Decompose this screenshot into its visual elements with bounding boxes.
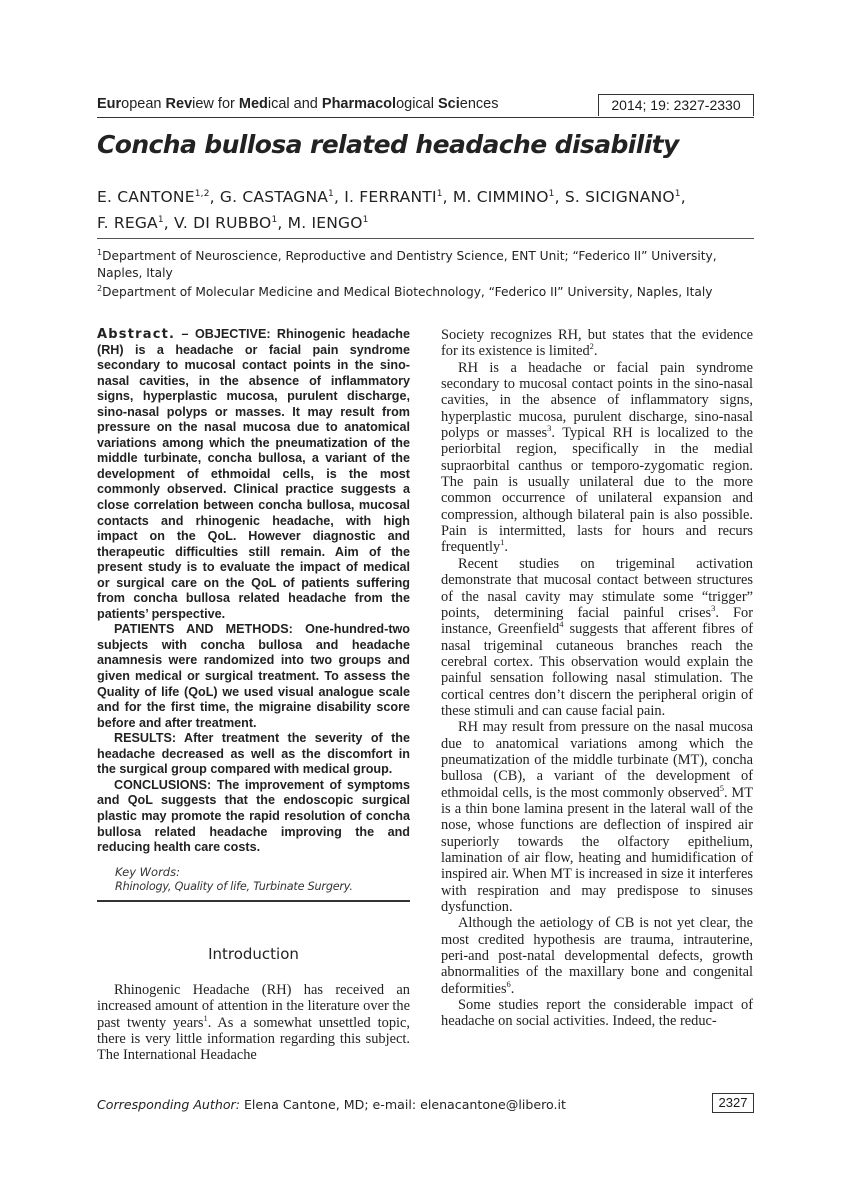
- journal-name-part: Med: [238, 96, 268, 112]
- journal-name-part: Eur: [97, 96, 122, 112]
- article-title: Concha bullosa related headache disability: [97, 130, 679, 159]
- corresponding-author-label: Corresponding Author:: [97, 1097, 240, 1112]
- right-column-body: [441, 327, 753, 1030]
- journal-name-part: Sci: [437, 96, 460, 112]
- header-rule: [97, 117, 754, 118]
- journal-name-part: ical and: [267, 96, 322, 112]
- abstract-text: One-hundred-two subjects with concha bullosa and headache anamnesis were randomized into two groups and given medical or surgical treatment. To assess the Quality of life (QoL) we used visual analogue scale and for the first time, the migraine disability score before and after treatment.: [97, 622, 410, 730]
- body-paragraph: Although the aetiology of CB is not yet clear, the most credited hypothesis are trauma, intrauterine, peri-and post-natal developmental defects, growth abnormalities of the maxillary bone and congenital deformities$^6$.: [441, 915, 753, 997]
- affiliation-rule: [97, 238, 754, 239]
- abstract-methods: [97, 622, 410, 731]
- citation-box: 2014; 19: 2327-2330: [598, 94, 754, 116]
- page-number: 2327: [712, 1093, 754, 1113]
- journal-name-part: Pharmacol: [321, 96, 397, 112]
- journal-name-part: opean: [121, 96, 166, 112]
- corresponding-author: [97, 1097, 566, 1112]
- journal-name-part: ogical: [396, 96, 438, 112]
- abstract-conclusions: [97, 778, 410, 856]
- affiliations: [97, 245, 757, 301]
- corresponding-author-text: Elena Cantone, MD; e-mail: elenacantone@libero.it: [239, 1097, 566, 1112]
- journal-name-part: ences: [459, 96, 499, 112]
- abstract-text: Rhinogenic headache (RH) is a headache or facial pain syndrome secondary to mucosal contact points in the sino-nasal cavities, in the absence of inflammatory signs, hyperplastic mucosa, purulent discharge, sino-nasal polyps or masses. It may result from pressure on the nasal mucosa due to anatomical variations among which the pneumatization of the middle turbinate, concha bullosa, a variant of the development of ethmoidal cells, is the most commonly observed. Clinical practice suggests a close correlation between concha bullosa, mucosal contacts and rhinogenic headache, with high impact on the QoL. However diagnostic and therapeutic difficulties still remain. Aim of the present study is to evaluate the impact of medical or surgical care on the QoL of patients suffering from concha bullosa related headache from the patients’ perspective.: [97, 327, 410, 621]
- journal-name: [97, 96, 498, 112]
- abstract-results: [97, 731, 410, 778]
- body-paragraph: Society recognizes RH, but states that the evidence for its existence is limited$^2$.: [441, 327, 753, 360]
- keywords-rule: [97, 900, 410, 902]
- body-paragraph: RH is a headache or facial pain syndrome secondary to mucosal contact points in the sino-nasal cavities, in the absence of inflammatory signs, hyperplastic mucosa, purulent discharge, sino-nasal polyps or masses$^3$. Typical RH is localized to the periorbital region, specifically in the medial supraorbital canthus or temporo-zygomatic region. The pain is usually unilateral due to the more common occurrence of unilateral expansion and compression, although bilateral pain is also possible. Pain is intermitted, lasts for hours and recurs frequently$^1$.: [441, 359, 753, 556]
- keywords-label: Key Words:: [115, 865, 180, 879]
- abstract: [97, 327, 410, 856]
- authors-line-2: F. REGA$^1$, V. DI RUBBO$^1$, M. IENGO$^1$: [97, 214, 369, 233]
- body-paragraph: RH may result from pressure on the nasal mucosa due to anatomical variations among which the pneumatization of the middle turbinate (MT), concha bullosa (CB), a variant of the development of ethmoidal cells, is the most commonly observed$^5$. MT is a thin bone lamina present in the lateral wall of the nose, whose functions are deflection of inspired air superiorly towards the olfactory epithelium, lamination of air flow, heating and humidification of inspired air. When MT is increased in size it interferes with respiration and may predispose to sinuses dysfunction.: [441, 719, 753, 916]
- abstract-objective: Abstract. – OBJECTIVE: Rhinogenic headache (RH) is a headache or facial pain syndrome secondary to mucosal contact points in the sino-nasal cavities, in the absence of inflammatory signs, hyperplastic mucosa, purulent discharge, sino-nasal polyps or masses. It may result from pressure on the nasal mucosa due to anatomical variations among which the pneumatization of the middle turbinate, concha bullosa, a variant of the development of ethmoidal cells, is the most commonly observed. Clinical practice suggests a close correlation between concha bullosa, mucosal contacts and rhinogenic headache, with high impact on the QoL. However diagnostic and therapeutic difficulties still remain. Aim of the present study is to evaluate the impact of medical or surgical care on the QoL of patients suffering from concha bullosa related headache from the patients’ perspective.: [97, 327, 410, 621]
- abstract-label: OBJECTIVE:: [194, 327, 271, 341]
- introduction-paragraph: Rhinogenic Headache (RH) has received an increased amount of attention in the literature over the past twenty years$^1$. As a somewhat unsettled topic, there is very little information regarding this subject. The International Headache: [97, 982, 410, 1064]
- affiliation-2: $^2$Department of Molecular Medicine and Medical Biotechnology, “Federico II” University, Naples, Italy: [97, 284, 713, 300]
- body-paragraph: Recent studies on trigeminal activation demonstrate that mucosal contact between structures of the nasal cavity may stimulate some “trigger” points, determining facial painful crises$^3$. For instance, Greenfield$^4$ suggests that afferent fibres of nasal trigeminal cutaneous branches reach the cerebral cortex. This observation would explain the painful sensation following nasal stimulation. The cortical centres don’t discern the peripheral origin of these stimuli and can cause facial pain.: [441, 555, 754, 719]
- abstract-label: RESULTS:: [114, 731, 177, 746]
- body-paragraph: Some studies report the considerable impact of headache on social activities. Indeed, the reduc-: [441, 997, 753, 1030]
- affiliation-1: $^1$Department of Neuroscience, Reproductive and Dentistry Science, ENT Unit; “Federico II” University, Naples, Italy: [97, 248, 717, 280]
- abstract-label: PATIENTS AND METHODS:: [114, 622, 293, 637]
- section-heading-introduction: Introduction: [208, 945, 299, 963]
- abstract-text: The improvement of symptoms and QoL suggests that the endoscopic surgical plastic may promote the rapid resolution of concha bullosa related headache improving the and reducing health care costs.: [97, 777, 410, 855]
- keywords-text: Rhinology, Quality of life, Turbinate Surgery.: [115, 880, 353, 893]
- journal-name-part: iew for: [192, 96, 239, 112]
- journal-name-part: Rev: [165, 96, 193, 112]
- abstract-heading: Abstract.: [97, 327, 176, 342]
- abstract-label: CONCLUSIONS:: [114, 777, 212, 792]
- introduction-body: [97, 982, 410, 1064]
- authors-line-1: E. CANTONE$^{1,2}$, G. CASTAGNA$^1$, I. FERRANTI$^1$, M. CIMMINO$^1$, S. SICIGNANO$^1$,: [97, 188, 686, 207]
- abstract-text: After treatment the severity of the headache decreased as well as the discomfort in the surgical group compared with medical group.: [97, 731, 410, 777]
- authors: [97, 183, 757, 235]
